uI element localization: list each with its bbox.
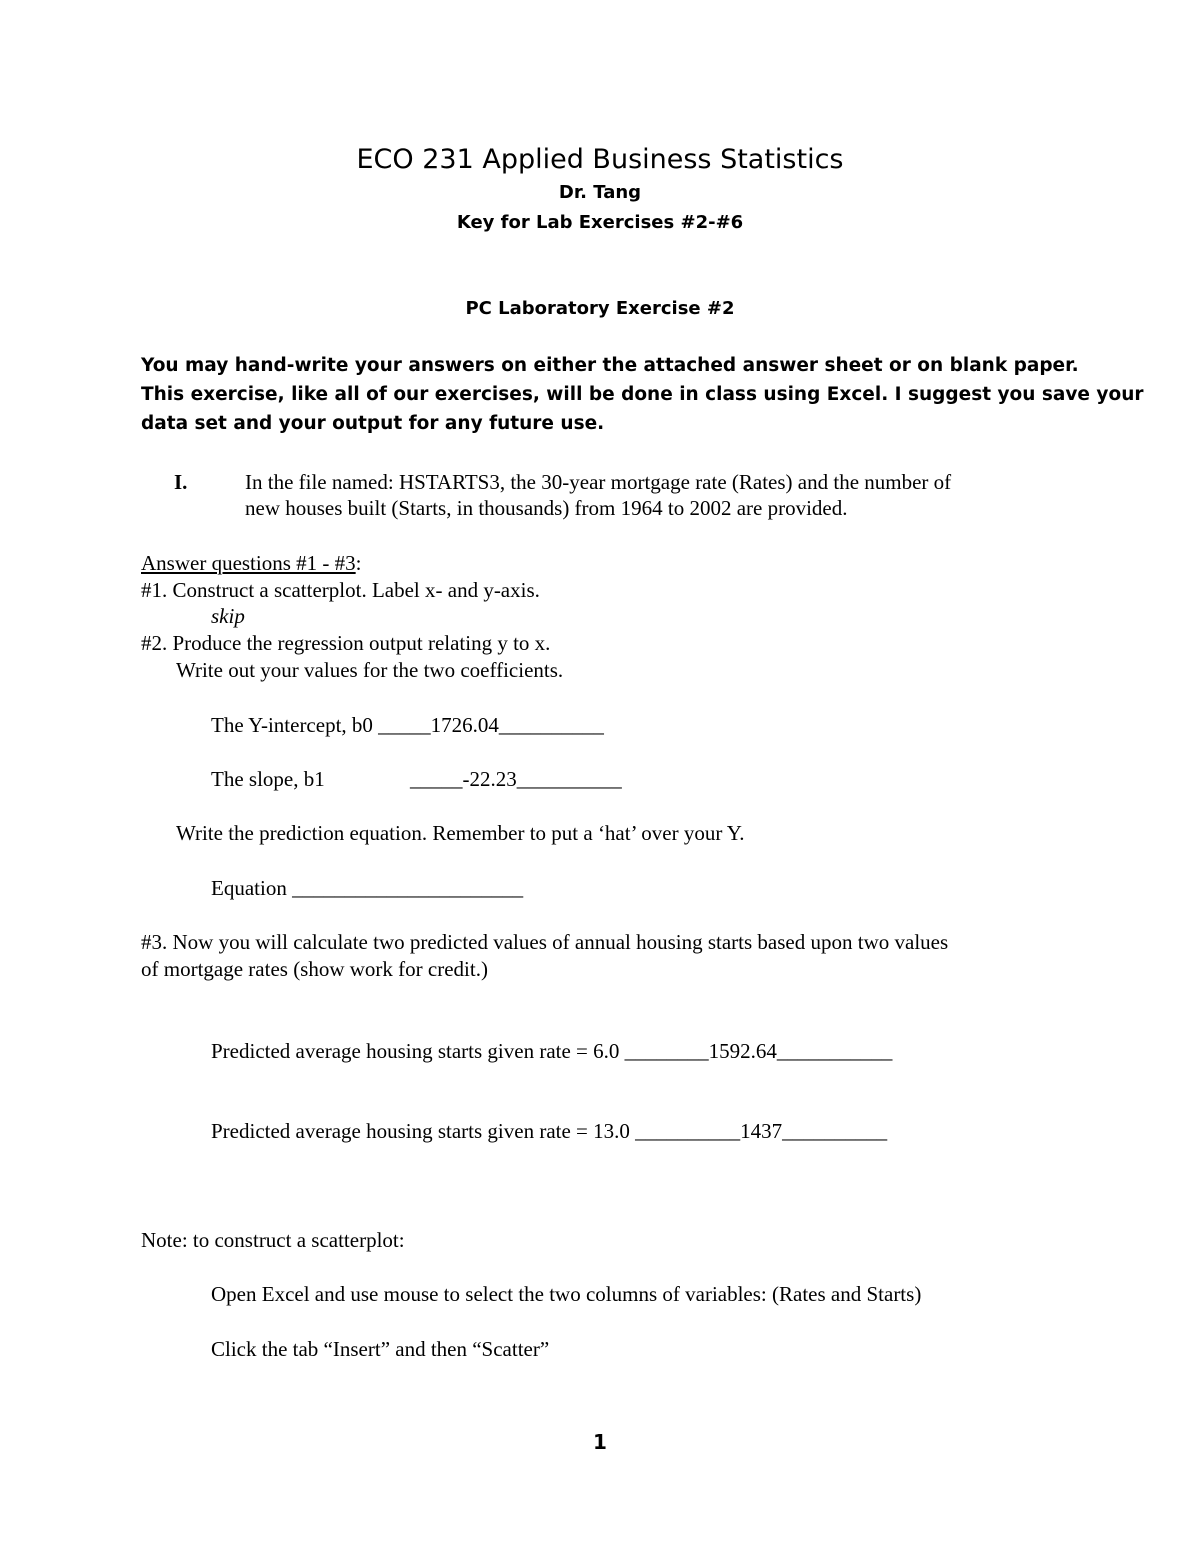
question-2-sub: Write out your values for the two coefficients. xyxy=(176,658,564,682)
questions-header-text: Answer questions #1 - #3 xyxy=(141,551,356,575)
page-number: 1 xyxy=(593,1430,607,1454)
equation-line: Equation ______________________ xyxy=(211,876,524,900)
note-step-1: Open Excel and use mouse to select the two columns of variables: (Rates and Starts) xyxy=(211,1282,922,1306)
slope-label: The slope, b1 xyxy=(211,767,325,791)
questions-header-colon: : xyxy=(355,551,362,575)
question-3-line-2: of mortgage rates (show work for credit.) xyxy=(141,957,488,981)
section-marker: I. xyxy=(174,470,188,494)
prediction-rate-6: Predicted average housing starts given rate = 6.0 ________1592.64___________ xyxy=(211,1039,893,1063)
slope-answer: _____-22.23__________ xyxy=(410,767,622,791)
questions-header xyxy=(141,551,362,576)
prediction-instruction: Write the prediction equation. Remember to put a ‘hat’ over your Y. xyxy=(176,821,745,845)
exercise-heading: PC Laboratory Exercise #2 xyxy=(465,298,735,319)
question-2: #2. Produce the regression output relating y to x. xyxy=(141,631,551,655)
prediction-rate-13: Predicted average housing starts given rate = 13.0 __________1437__________ xyxy=(211,1119,888,1143)
section-line-1: In the file named: HSTARTS3, the 30-year mortgage rate (Rates) and the number of xyxy=(245,470,952,494)
document-title: ECO 231 Applied Business Statistics xyxy=(356,144,844,175)
intro-line-2: This exercise, like all of our exercises, will be done in class using Excel. I suggest you save your xyxy=(141,384,1144,405)
intercept-answer: The Y-intercept, b0 _____1726.04__________ xyxy=(211,713,604,737)
question-3-line-1: #3. Now you will calculate two predicted values of annual housing starts based upon two values xyxy=(141,930,949,954)
question-1: #1. Construct a scatterplot. Label x- and y-axis. xyxy=(141,578,540,602)
key-subtitle: Key for Lab Exercises #2-#6 xyxy=(456,212,744,233)
instructor-name: Dr. Tang xyxy=(558,182,642,203)
intro-line-1: You may hand-write your answers on either the attached answer sheet or on blank paper. xyxy=(141,355,1079,376)
section-line-2: new houses built (Starts, in thousands) from 1964 to 2002 are provided. xyxy=(245,496,848,520)
note-step-2: Click the tab “Insert” and then “Scatter” xyxy=(211,1337,550,1361)
intro-line-3: data set and your output for any future use. xyxy=(141,413,605,434)
question-1-answer: skip xyxy=(211,604,245,628)
note-title: Note: to construct a scatterplot: xyxy=(141,1228,405,1252)
